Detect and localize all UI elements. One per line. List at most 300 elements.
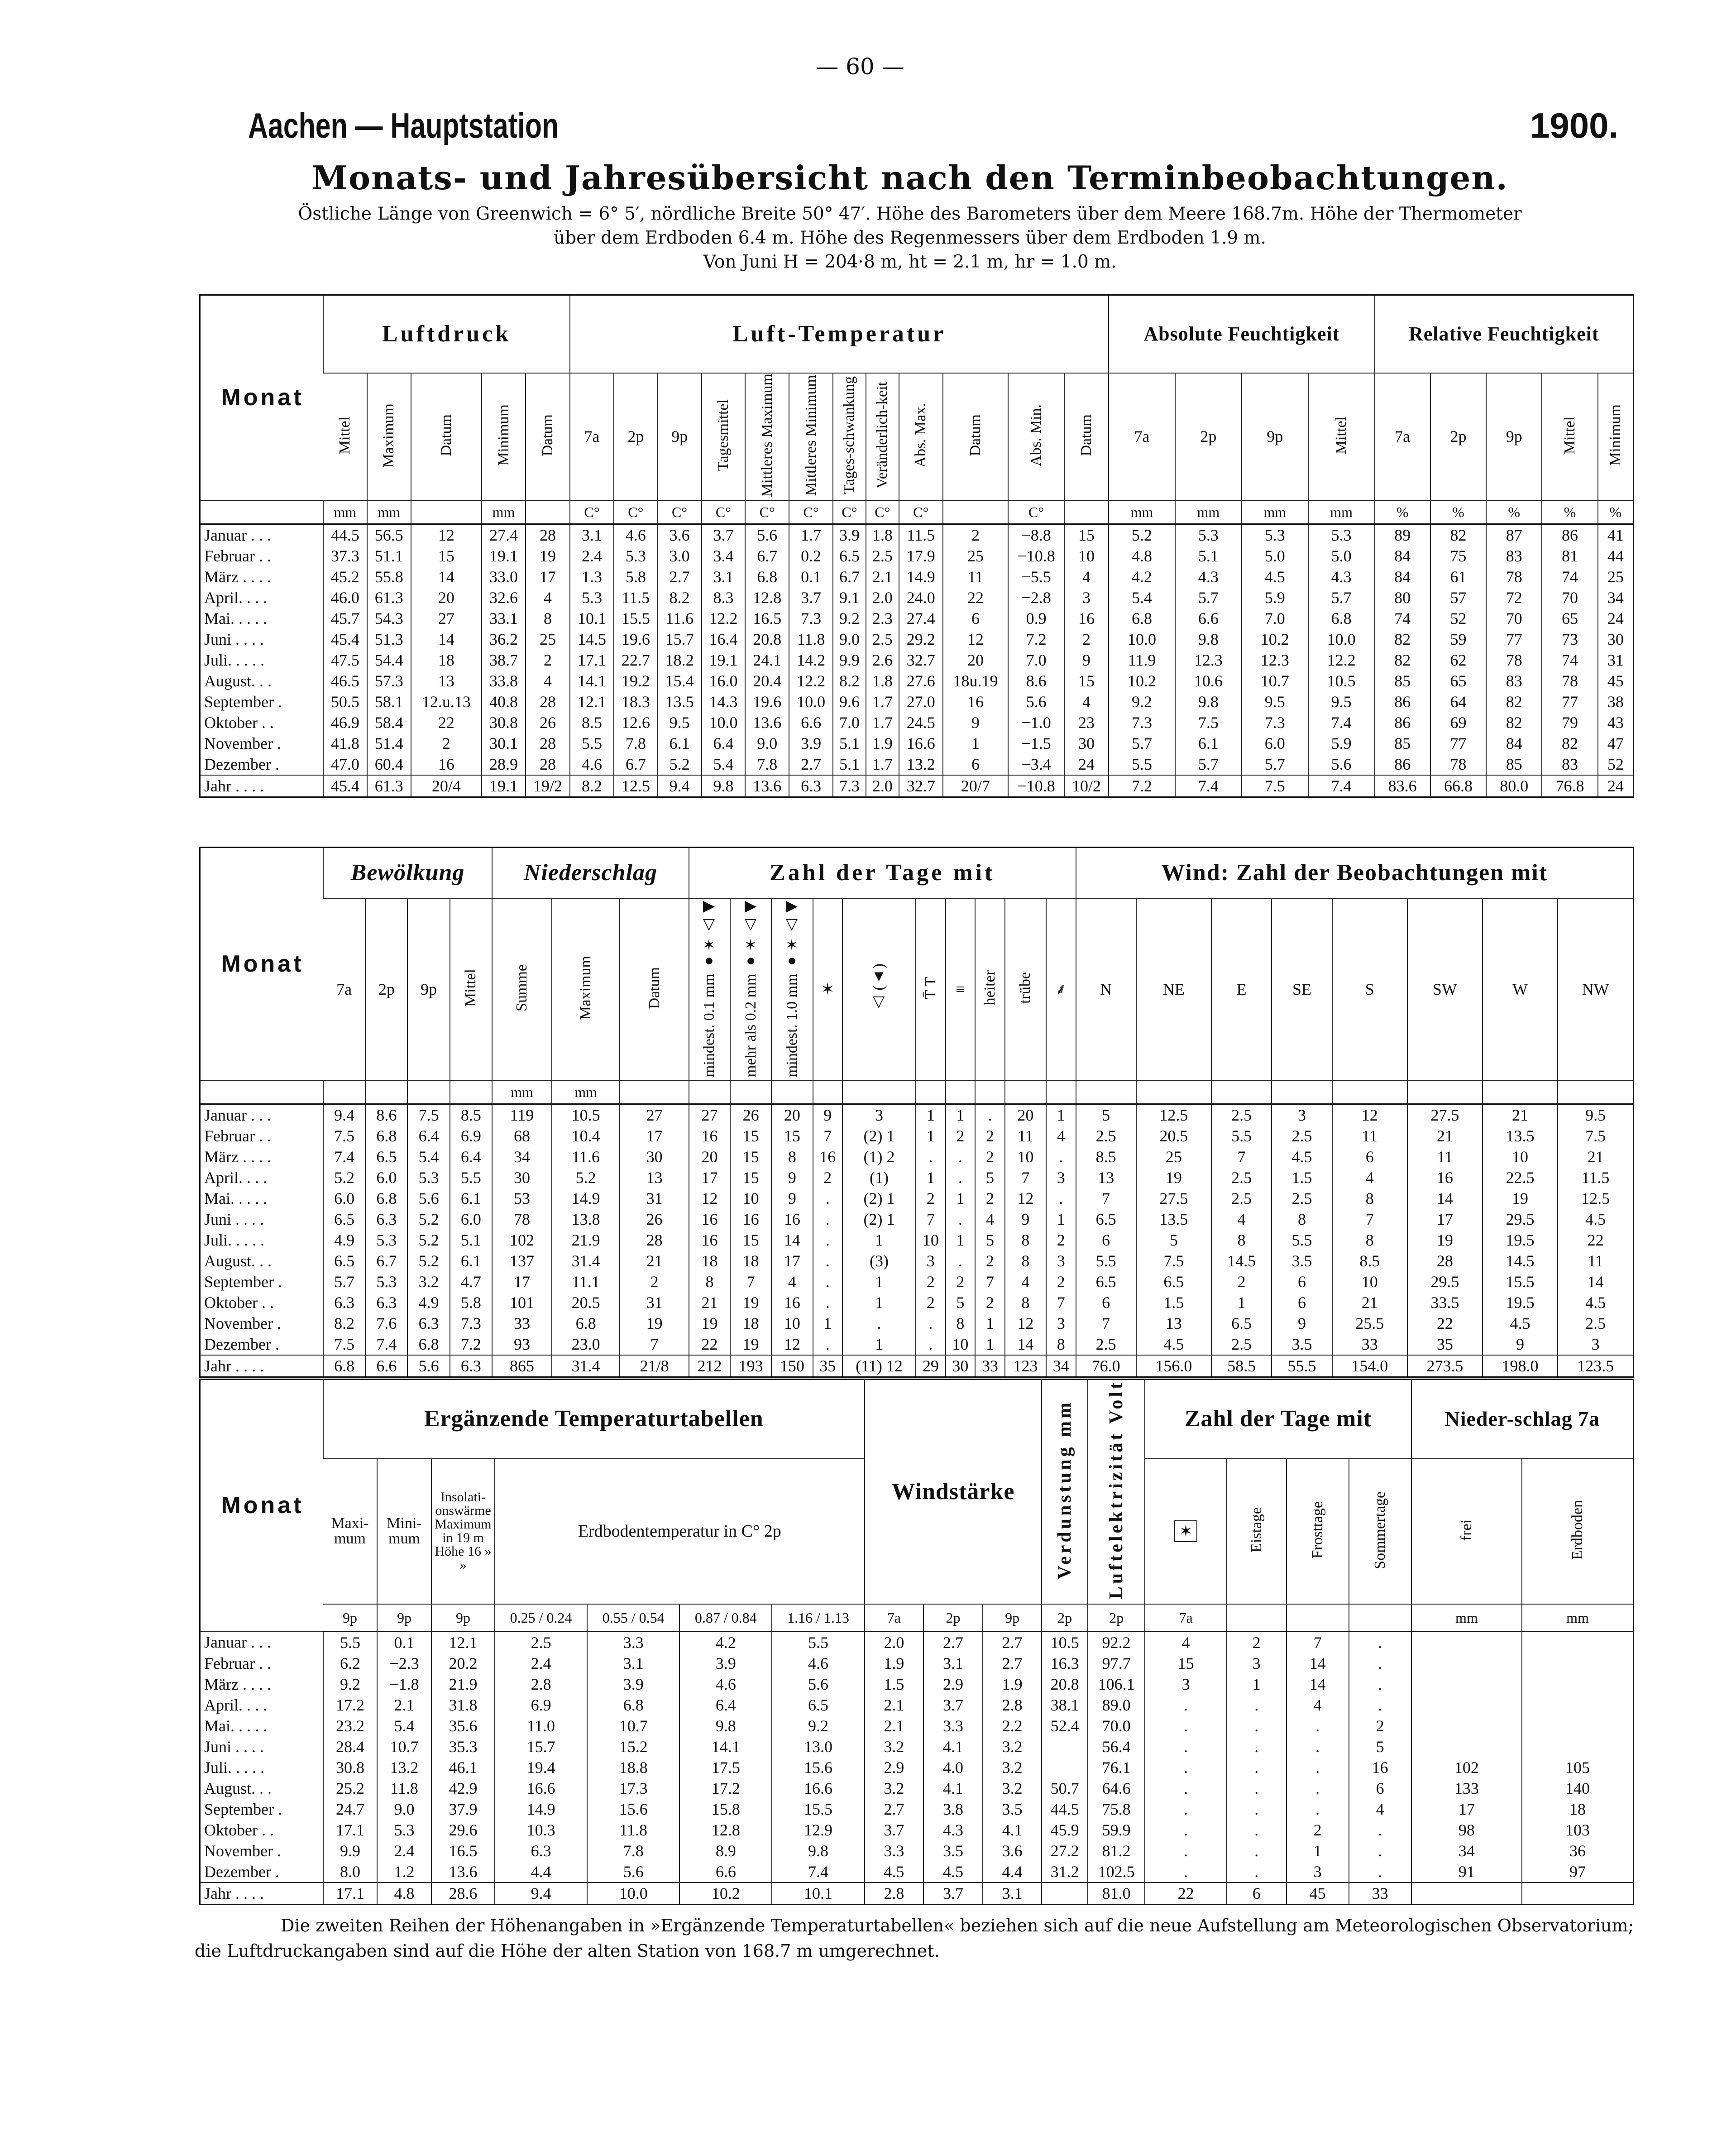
value-cell: . xyxy=(813,1334,843,1355)
unit-min-9p: 9p xyxy=(377,1604,431,1631)
value-cell: 18 xyxy=(689,1250,730,1271)
value-cell: 10 xyxy=(1005,1146,1046,1167)
value-cell: 2 xyxy=(975,1292,1005,1313)
value-cell: 18 xyxy=(1522,1799,1633,1820)
total-cell: 6.3 xyxy=(789,775,833,797)
table-row xyxy=(200,1757,1634,1778)
value-cell: 8 xyxy=(1332,1230,1407,1250)
value-cell: 10.5 xyxy=(1042,1631,1087,1653)
value-cell: 25 xyxy=(1136,1146,1211,1167)
table1-col-label: Veränderlich-keit xyxy=(874,382,891,489)
value-cell: 1 xyxy=(1211,1292,1272,1313)
value-cell: 10.7 xyxy=(1242,671,1308,691)
value-cell: 11.6 xyxy=(658,608,702,629)
value-cell: . xyxy=(1287,1715,1349,1736)
table1-unit: % xyxy=(1598,500,1634,524)
table1-col-header xyxy=(1008,373,1064,500)
value-cell: . xyxy=(1287,1799,1349,1820)
table2-col-header xyxy=(1005,898,1046,1080)
value-cell: 10 xyxy=(771,1313,813,1334)
value-cell: 6.5 xyxy=(1076,1209,1136,1230)
month-header: Monat xyxy=(200,295,324,500)
value-cell: 6 xyxy=(1272,1271,1332,1292)
total-cell: 19.1 xyxy=(482,775,526,797)
value-cell: . xyxy=(1227,1757,1287,1778)
value-cell: 9.0 xyxy=(833,629,866,650)
value-cell: 20.5 xyxy=(552,1292,620,1313)
value-cell: 1.7 xyxy=(866,754,899,775)
total-cell: 17.1 xyxy=(323,1883,377,1905)
total-cell: 81.0 xyxy=(1088,1883,1145,1905)
value-cell: 7.2 xyxy=(1008,629,1064,650)
value-cell: . xyxy=(1145,1861,1226,1883)
table1-col-header xyxy=(526,373,570,500)
value-cell: 15.2 xyxy=(587,1736,679,1757)
value-cell: 23 xyxy=(1064,712,1109,733)
value-cell: 3.2 xyxy=(865,1778,924,1799)
value-cell: 10.5 xyxy=(1308,671,1375,691)
value-cell: 7.4 xyxy=(365,1334,407,1355)
unit-verdunstung-2p: 2p xyxy=(1042,1604,1087,1631)
value-cell: 5.5 xyxy=(1109,754,1175,775)
value-cell: 41.8 xyxy=(323,733,367,754)
table-row xyxy=(200,1778,1634,1799)
table1-col-label: 9p xyxy=(671,427,688,446)
table1-unit: % xyxy=(1430,500,1486,524)
total-row xyxy=(200,775,1634,797)
table2-col-label: NW xyxy=(1582,980,1609,999)
value-cell: 16 xyxy=(1349,1757,1411,1778)
value-cell: 3 xyxy=(1046,1167,1076,1188)
depth-1: 0.25 / 0.24 xyxy=(495,1604,587,1631)
value-cell: 14 xyxy=(411,629,482,650)
value-cell: 4.5 xyxy=(1483,1313,1558,1334)
table1-col-label: Datum xyxy=(437,414,454,456)
value-cell: 89 xyxy=(1375,524,1430,546)
total-cell: 7.4 xyxy=(1175,775,1242,797)
total-cell: 55.5 xyxy=(1272,1355,1332,1377)
value-cell: 3.8 xyxy=(923,1799,983,1820)
value-cell: 3 xyxy=(1145,1674,1226,1695)
value-cell: 19.4 xyxy=(495,1757,587,1778)
value-cell: 2.5 xyxy=(1211,1104,1272,1126)
value-cell: 2.5 xyxy=(1076,1334,1136,1355)
value-cell: 8.2 xyxy=(658,587,702,608)
value-cell: 2.1 xyxy=(866,566,899,587)
value-cell: 10 xyxy=(1483,1146,1558,1167)
value-cell: 4.5 xyxy=(1558,1209,1633,1230)
value-cell: 5.7 xyxy=(1109,733,1175,754)
value-cell: 31 xyxy=(1598,650,1634,671)
table2-col-header xyxy=(946,898,976,1080)
value-cell: 7 xyxy=(1287,1631,1349,1653)
total-cell: 7.3 xyxy=(833,775,866,797)
value-cell: 31 xyxy=(620,1292,689,1313)
value-cell: 12.8 xyxy=(679,1820,772,1840)
table1-col-header xyxy=(899,373,943,500)
total-cell: 212 xyxy=(689,1355,730,1377)
value-cell: 8 xyxy=(1332,1188,1407,1209)
value-cell: 12.5 xyxy=(1558,1188,1633,1209)
depth-2: 0.55 / 0.54 xyxy=(587,1604,679,1631)
value-cell: 38.7 xyxy=(482,650,526,671)
table1-unit: C° xyxy=(614,500,658,524)
table1-col-label: Mittel xyxy=(336,416,353,455)
value-cell: . xyxy=(946,1146,976,1167)
value-cell: 8.5 xyxy=(450,1104,492,1126)
value-cell: 6.8 xyxy=(587,1695,679,1715)
value-cell: 1 xyxy=(813,1313,843,1334)
value-cell: 9.8 xyxy=(772,1840,864,1861)
total-cell: 21/8 xyxy=(620,1355,689,1377)
total-cell: 9.4 xyxy=(495,1883,587,1905)
value-cell: 6.3 xyxy=(495,1840,587,1861)
value-cell: 14 xyxy=(1558,1271,1633,1292)
table2-col-header xyxy=(1076,898,1136,1080)
value-cell: 13.8 xyxy=(552,1209,620,1230)
table2-unit xyxy=(1272,1080,1332,1104)
total-cell: 20/4 xyxy=(411,775,482,797)
value-cell: 28 xyxy=(620,1230,689,1250)
value-cell: 33.1 xyxy=(482,608,526,629)
value-cell: 64 xyxy=(1430,691,1486,712)
value-cell: 15 xyxy=(1145,1653,1226,1674)
value-cell: 12.6 xyxy=(614,712,658,733)
value-cell xyxy=(1411,1631,1522,1653)
total-cell: 76.8 xyxy=(1542,775,1597,797)
table2-unit xyxy=(407,1080,450,1104)
value-cell: 56.4 xyxy=(1088,1736,1145,1757)
value-cell: 6.7 xyxy=(745,546,789,566)
value-cell: 35.3 xyxy=(431,1736,495,1757)
value-cell: 31.8 xyxy=(431,1695,495,1715)
value-cell: 2.8 xyxy=(983,1695,1042,1715)
total-cell: 7.2 xyxy=(1109,775,1175,797)
value-cell: 17 xyxy=(771,1250,813,1271)
month-cell: März . . . . xyxy=(204,1675,271,1693)
table-row xyxy=(200,1695,1634,1715)
table1-col-label: Mittleres Maximum xyxy=(758,374,775,497)
value-cell: 74 xyxy=(1375,608,1430,629)
value-cell: . xyxy=(946,1209,976,1230)
value-cell: 16 xyxy=(730,1209,771,1230)
value-cell: 77 xyxy=(1486,629,1542,650)
month-cell: Januar . . . xyxy=(204,526,271,544)
value-cell: 7.5 xyxy=(323,1334,365,1355)
total-cell: 8.2 xyxy=(570,775,614,797)
value-cell: 11 xyxy=(943,566,1009,587)
group-wind: Wind: Zahl der Beobachtungen mit xyxy=(1076,848,1634,899)
value-cell: 11 xyxy=(1005,1126,1046,1146)
table1-col-label: Maximum xyxy=(380,403,397,468)
value-cell: 12.8 xyxy=(745,587,789,608)
value-cell: 30 xyxy=(1598,629,1634,650)
value-cell: 2 xyxy=(411,733,482,754)
month-cell: Februar . . xyxy=(204,1127,271,1145)
total-cell: 29 xyxy=(916,1355,946,1377)
value-cell: 11.5 xyxy=(614,587,658,608)
value-cell: 5.7 xyxy=(1175,587,1242,608)
value-cell: 61 xyxy=(1430,566,1486,587)
table1-col-header xyxy=(745,373,789,500)
value-cell: . xyxy=(1287,1757,1349,1778)
value-cell: 44 xyxy=(1598,546,1634,566)
value-cell: 5.2 xyxy=(407,1230,450,1250)
value-cell: 7 xyxy=(813,1126,843,1146)
value-cell: 2.1 xyxy=(865,1695,924,1715)
value-cell: 4.1 xyxy=(923,1736,983,1757)
value-cell: 2.5 xyxy=(1211,1334,1272,1355)
value-cell: 7.5 xyxy=(407,1104,450,1126)
month-cell: August. . . xyxy=(204,1779,272,1797)
value-cell: 5.5 xyxy=(450,1167,492,1188)
value-cell: 7.5 xyxy=(1175,712,1242,733)
value-cell: 2 xyxy=(975,1126,1005,1146)
value-cell: . xyxy=(1287,1778,1349,1799)
table1-col-header xyxy=(1064,373,1109,500)
month-cell: Februar . . xyxy=(204,1654,271,1672)
table2-col-header xyxy=(1558,898,1633,1080)
value-cell: 16 xyxy=(689,1209,730,1230)
page-number: — 60 — xyxy=(816,53,904,80)
value-cell: 6.1 xyxy=(1175,733,1242,754)
value-cell: −1.8 xyxy=(377,1674,431,1695)
table2-col-label: T̄ T xyxy=(922,977,939,999)
value-cell: 4 xyxy=(1211,1209,1272,1230)
value-cell: 10 xyxy=(946,1334,976,1355)
value-cell: 4.5 xyxy=(1558,1292,1633,1313)
value-cell: 85 xyxy=(1375,671,1430,691)
month-cell: März . . . . xyxy=(204,1148,271,1166)
value-cell: 53 xyxy=(492,1188,552,1209)
value-cell: 19 xyxy=(1136,1167,1211,1188)
value-cell: 137 xyxy=(492,1250,552,1271)
value-cell: 2.5 xyxy=(1272,1188,1332,1209)
value-cell: 30 xyxy=(1064,733,1109,754)
table-pressure-temperature-humidity xyxy=(199,294,1634,798)
value-cell: 1 xyxy=(975,1334,1005,1355)
value-cell: 91 xyxy=(1411,1861,1522,1883)
table1-col-label: 2p xyxy=(627,427,644,446)
value-cell: 7.3 xyxy=(450,1313,492,1334)
value-cell: 62 xyxy=(1430,650,1486,671)
value-cell: 2 xyxy=(916,1188,946,1209)
table-row xyxy=(200,1188,1634,1209)
value-cell: 4.9 xyxy=(323,1230,365,1250)
value-cell: 14.2 xyxy=(789,650,833,671)
value-cell: 101 xyxy=(492,1292,552,1313)
value-cell: −8.8 xyxy=(1008,524,1064,546)
value-cell xyxy=(1522,1715,1633,1736)
value-cell: . xyxy=(1227,1715,1287,1736)
value-cell: 27 xyxy=(411,608,482,629)
value-cell: 7.6 xyxy=(365,1313,407,1334)
value-cell: . xyxy=(1287,1736,1349,1757)
value-cell: 6 xyxy=(1272,1292,1332,1313)
value-cell: 10.6 xyxy=(1175,671,1242,691)
value-cell: 33.0 xyxy=(482,566,526,587)
value-cell: 19.1 xyxy=(482,546,526,566)
value-cell: 2 xyxy=(1349,1715,1411,1736)
value-cell: 3.6 xyxy=(983,1840,1042,1861)
value-cell: 5.1 xyxy=(1175,546,1242,566)
month-cell: November . xyxy=(204,734,281,752)
value-cell: 8 xyxy=(946,1313,976,1334)
value-cell: 29.5 xyxy=(1483,1209,1558,1230)
value-cell: 35 xyxy=(1407,1334,1483,1355)
value-cell: 5.3 xyxy=(365,1230,407,1250)
value-cell: 12.2 xyxy=(789,671,833,691)
table2-col-label: SE xyxy=(1292,980,1311,999)
value-cell: 5 xyxy=(975,1167,1005,1188)
total-cell: 6.6 xyxy=(365,1355,407,1377)
value-cell: 14.3 xyxy=(702,691,746,712)
table1-col-header xyxy=(943,373,1009,500)
table2-col-label: 9p xyxy=(421,980,437,999)
value-cell: 3.5 xyxy=(923,1840,983,1861)
table1-col-label: Abs. Min. xyxy=(1028,404,1045,466)
value-cell: 6.5 xyxy=(365,1146,407,1167)
table2-col-header xyxy=(689,898,730,1080)
group-relative-feuchtigkeit: Relative Feuchtigkeit xyxy=(1375,295,1634,374)
value-cell: 19.6 xyxy=(745,691,789,712)
value-cell: 2.5 xyxy=(495,1631,587,1653)
table2-col-label: mindest. 1.0 mm ●✶△◀ xyxy=(783,899,800,1078)
table-row xyxy=(200,691,1634,712)
table2-col-label: mindest. 0.1 mm ●✶△◀ xyxy=(701,899,718,1078)
value-cell: 57 xyxy=(1430,587,1486,608)
value-cell: 3 xyxy=(1046,1313,1076,1334)
value-cell: 7.4 xyxy=(323,1146,365,1167)
value-cell: 28 xyxy=(1407,1250,1483,1271)
table1-col-label: Tages-schwankung xyxy=(841,376,858,494)
table2-col-label: SW xyxy=(1432,980,1457,999)
value-cell: 9.2 xyxy=(1109,691,1175,712)
value-cell: 87 xyxy=(1486,524,1542,546)
table1-unit: C° xyxy=(866,500,899,524)
value-cell: 2.7 xyxy=(658,566,702,587)
value-cell: . xyxy=(813,1250,843,1271)
table2-unit xyxy=(365,1080,407,1104)
value-cell: 9.5 xyxy=(1242,691,1308,712)
value-cell: 72 xyxy=(1486,587,1542,608)
value-cell: (2) 1 xyxy=(842,1188,916,1209)
value-cell: 1 xyxy=(916,1104,946,1126)
value-cell: 0.1 xyxy=(377,1631,431,1653)
value-cell: 2.7 xyxy=(983,1653,1042,1674)
value-cell: 12 xyxy=(771,1334,813,1355)
value-cell: 25 xyxy=(1598,566,1634,587)
value-cell: 4 xyxy=(526,587,570,608)
value-cell: 92.2 xyxy=(1088,1631,1145,1653)
value-cell: 12 xyxy=(411,524,482,546)
value-cell: 6.8 xyxy=(1308,608,1375,629)
value-cell: 46.1 xyxy=(431,1757,495,1778)
table2-col-header xyxy=(365,898,407,1080)
value-cell: 13.5 xyxy=(1483,1126,1558,1146)
group-zahl-der-tage: Zahl der Tage mit xyxy=(1145,1380,1411,1459)
table1-col-label: Mittleres Minimum xyxy=(802,374,819,496)
value-cell: 14.1 xyxy=(679,1736,772,1757)
value-cell: 15.5 xyxy=(614,608,658,629)
total-cell: 80.0 xyxy=(1486,775,1542,797)
value-cell: 50.5 xyxy=(323,691,367,712)
value-cell: 83 xyxy=(1486,671,1542,691)
value-cell: . xyxy=(1227,1861,1287,1883)
header-erdboden: Erdboden xyxy=(1569,1500,1586,1560)
value-cell: 85 xyxy=(1375,733,1430,754)
value-cell: 10.1 xyxy=(570,608,614,629)
group-niederschlag: Nieder-schlag 7a xyxy=(1411,1380,1634,1459)
value-cell: 6 xyxy=(943,608,1009,629)
value-cell: 6 xyxy=(1076,1292,1136,1313)
month-cell: Mai. . . . . xyxy=(204,609,267,628)
value-cell: 5 xyxy=(1076,1104,1136,1126)
value-cell: 1.7 xyxy=(866,691,899,712)
table2-unit: mm xyxy=(552,1080,620,1104)
value-cell xyxy=(1522,1736,1633,1757)
value-cell: 21 xyxy=(689,1292,730,1313)
value-cell: 82 xyxy=(1430,524,1486,546)
month-cell: August. . . xyxy=(204,1252,272,1270)
table2-unit xyxy=(1558,1080,1633,1104)
value-cell: 11.8 xyxy=(789,629,833,650)
value-cell: 4 xyxy=(1046,1126,1076,1146)
page-heading: Monats- und Jahresübersicht nach den Terminbeobachtungen. xyxy=(311,158,1508,197)
value-cell: 7 xyxy=(620,1334,689,1355)
total-cell: 33 xyxy=(975,1355,1005,1377)
value-cell: 4 xyxy=(1287,1695,1349,1715)
table-row xyxy=(200,671,1634,691)
value-cell: 2.1 xyxy=(865,1715,924,1736)
table2-col-label: Summe xyxy=(513,964,530,1011)
value-cell: 15.4 xyxy=(658,671,702,691)
value-cell: 18.2 xyxy=(658,650,702,671)
header-minimum: Mini-mum xyxy=(377,1459,431,1604)
value-cell: 12 xyxy=(1332,1104,1407,1126)
table1-unit: C° xyxy=(899,500,943,524)
value-cell: 27.4 xyxy=(899,608,943,629)
value-cell: 9.0 xyxy=(377,1799,431,1820)
value-cell: 9 xyxy=(813,1104,843,1126)
value-cell: 22 xyxy=(1558,1230,1633,1250)
value-cell: 4.2 xyxy=(1109,566,1175,587)
table1-col-label: 2p xyxy=(1450,427,1467,446)
value-cell: . xyxy=(975,1104,1005,1126)
table1-unit xyxy=(526,500,570,524)
value-cell: 2 xyxy=(1211,1271,1272,1292)
value-cell: 51.1 xyxy=(367,546,411,566)
month-cell: November . xyxy=(204,1314,281,1333)
value-cell: 81.2 xyxy=(1088,1840,1145,1861)
value-cell: . xyxy=(1227,1820,1287,1840)
value-cell: 14.5 xyxy=(1483,1250,1558,1271)
table-row xyxy=(200,1146,1634,1167)
value-cell xyxy=(1411,1695,1522,1715)
value-cell: . xyxy=(946,1167,976,1188)
value-cell: 5.1 xyxy=(450,1230,492,1250)
value-cell: 2.6 xyxy=(866,650,899,671)
value-cell: 5.2 xyxy=(407,1250,450,1271)
table-row xyxy=(200,1209,1634,1230)
value-cell: 5.4 xyxy=(702,754,746,775)
value-cell: 8.5 xyxy=(1076,1146,1136,1167)
value-cell: 2.4 xyxy=(495,1653,587,1674)
value-cell: . xyxy=(1349,1695,1411,1715)
value-cell: 8.9 xyxy=(679,1840,772,1861)
table2-unit xyxy=(450,1080,492,1104)
table-row xyxy=(200,629,1634,650)
